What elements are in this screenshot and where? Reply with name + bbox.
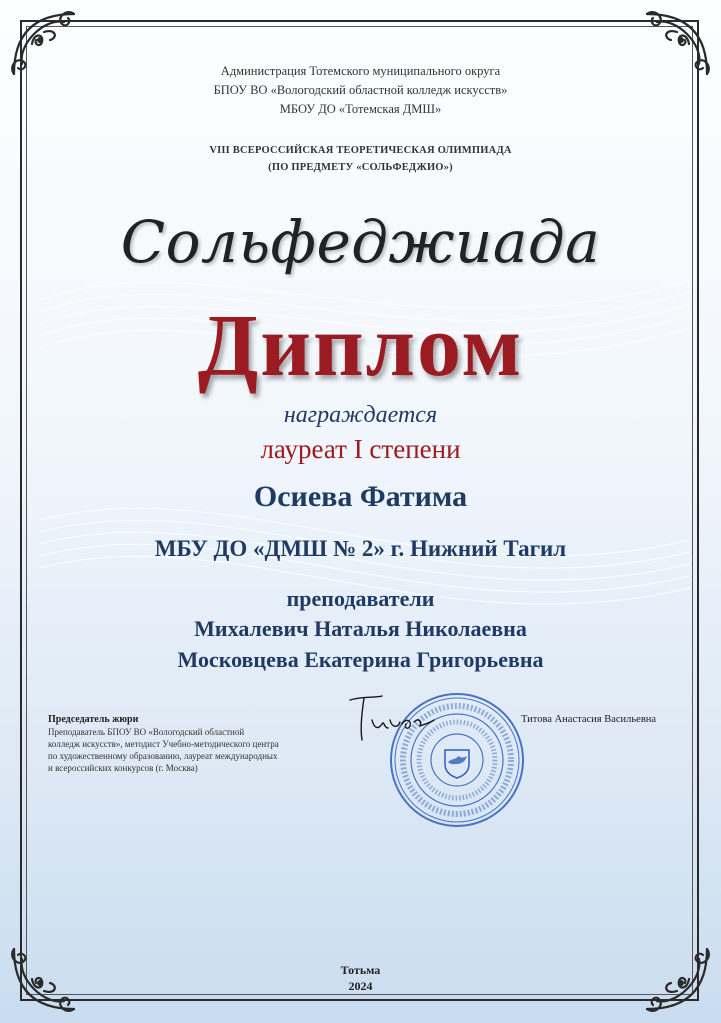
header-line-college: БПОУ ВО «Вологодский областной колледж искусств» [213, 83, 508, 97]
diploma-title: Диплом [197, 298, 524, 395]
teacher-name: Михалевич Наталья Николаевна [194, 616, 527, 641]
teacher-name: Московцева Екатерина Григорьевна [177, 647, 544, 672]
footer-block [0, 962, 721, 994]
header-line-admin: Администрация Тотемского муниципального округа [220, 64, 501, 78]
header-block [0, 62, 721, 119]
jury-desc-line: Преподаватель БПОУ ВО «Вологодский областной [48, 727, 245, 737]
signature-icon [342, 690, 437, 750]
header-line-school: МБОУ ДО «Тотемская ДМШ» [279, 102, 442, 116]
jury-block [48, 713, 338, 774]
school-name: МБУ ДО «ДМШ № 2» г. Нижний Тагил [154, 536, 567, 561]
jury-desc-line: по художественному образованию, лауреат международных [48, 751, 278, 761]
olympiad-title: VIII ВСЕРОССИЙСКАЯ ТЕОРЕТИЧЕСКАЯ ОЛИМПИАДА [209, 145, 512, 156]
laureate-degree: лауреат I степени [260, 434, 461, 464]
footer-year: 2024 [348, 979, 373, 993]
jury-title: Председатель жюри [48, 714, 139, 725]
awarded-label: награждается [283, 402, 438, 428]
brand-title: Сольфеджиада [120, 208, 601, 276]
olympiad-subject: (ПО ПРЕДМЕТУ «СОЛЬФЕДЖИО») [268, 162, 453, 173]
jury-chair-name: Титова Анастасия Васильевна [521, 714, 657, 725]
recipient-name: Осиева Фатима [253, 480, 468, 513]
olympiad-block [0, 142, 721, 176]
jury-desc-line: и всероссийских конкурсов (г. Москва) [48, 763, 198, 773]
jury-desc-line: колледж искусств», методист Учебно-методического центра [48, 739, 279, 749]
footer-city: Тотьма [340, 963, 381, 977]
teachers-label: преподаватели [286, 586, 435, 611]
